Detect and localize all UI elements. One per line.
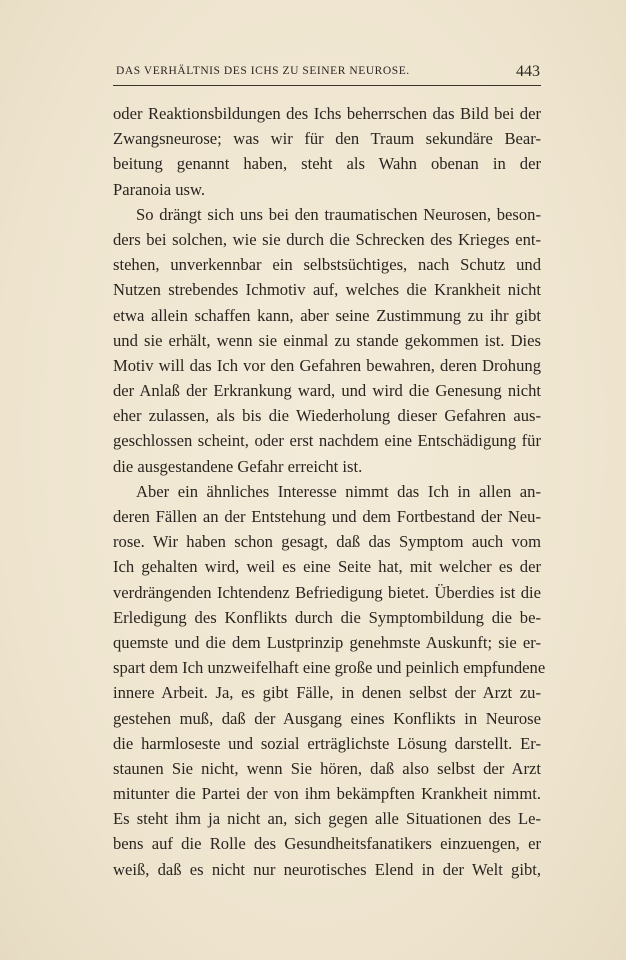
text-line: staunen Sie nicht, wenn Sie hören, daß also selbst der Arzt	[113, 758, 541, 778]
text-line: Zwangsneurose; was wir für den Traum sekundäre Bear-	[113, 129, 541, 149]
text-line: Es steht ihm ja nicht an, sich gegen alle Situationen des Le-	[113, 809, 541, 829]
text-line: die ausgestandene Gefahr erreicht ist.	[113, 456, 363, 476]
text-line: mitunter die Partei der von ihm bekämpften Krankheit nimmt.	[113, 784, 541, 804]
text-line: Nutzen strebendes Ichmotiv auf, welches die Krankheit nicht	[113, 280, 541, 300]
text-line: und sie erhält, wenn sie einmal zu stande gekommen ist. Dies	[113, 330, 541, 350]
body-text	[113, 101, 546, 882]
text-line: deren Fällen an der Entstehung und dem Fortbestand der Neu-	[113, 507, 541, 526]
text-line: quemste und die dem Lustprinzip genehmste Auskunft; sie er-	[113, 632, 541, 652]
text-line: verdrängenden Ichtendenz Befriedigung bietet. Überdies ist die	[113, 582, 541, 602]
running-title: DAS VERHÄLTNIS DES ICHS ZU SEINER NEUROSE.	[116, 65, 410, 77]
text-line: spart dem Ich unzweifelhaft eine große und peinlich empfundene	[113, 658, 546, 678]
text-line: Ich gehalten wird, weil es eine Seite hat, mit welcher es der	[113, 557, 541, 577]
text-line: Paranoia usw.	[113, 179, 206, 199]
page-number: 443	[516, 63, 540, 80]
text-line: rose. Wir haben schon gesagt, daß das Symptom auch vom	[113, 532, 541, 552]
text-line: Motiv will das Ich vor den Gefahren bewahren, deren Drohung	[113, 355, 541, 375]
text-line: eher zulassen, als bis die Wiederholung dieser Gefahren aus-	[113, 406, 541, 426]
page-header	[113, 63, 541, 86]
text-line: innere Arbeit. Ja, es gibt Fälle, in denen selbst der Arzt zu-	[113, 683, 541, 703]
text-line: der Anlaß der Erkrankung ward, und wird die Genesung nicht	[113, 381, 541, 401]
text-line: oder Reaktionsbildungen des Ichs beherrschen das Bild bei der	[113, 104, 541, 123]
text-line: bens auf die Rolle des Gesundheitsfanatikers einzuengen, er	[113, 834, 541, 854]
text-line: stehen, unverkennbar ein selbstsüchtiges, nach Schutz und	[113, 255, 541, 275]
text-line: ders bei solchen, wie sie durch die Schrecken des Krieges ent-	[113, 229, 541, 249]
text-line: Erledigung des Konflikts durch die Symptombildung die be-	[113, 607, 541, 627]
text-line: die harmloseste und sozial erträglichste Lösung darstellt. Er-	[113, 733, 541, 753]
text-line: beitung genannt haben, steht als Wahn obenan in der	[113, 154, 541, 174]
text-line: Aber ein ähnliches Interesse nimmt das Ich in allen an-	[136, 481, 541, 501]
text-line: geschlossen scheint, oder erst nachdem eine Entschädigung für	[113, 431, 541, 451]
text-line: So drängt sich uns bei den traumatischen Neurosen, beson-	[136, 204, 541, 224]
text-line: etwa allein schaffen kann, aber seine Zustimmung zu ihr gibt	[113, 305, 541, 325]
text-line: weiß, daß es nicht nur neurotisches Elend in der Welt gibt,	[113, 859, 541, 879]
text-line: gestehen muß, daß der Ausgang eines Konflikts in Neurose	[113, 708, 541, 728]
